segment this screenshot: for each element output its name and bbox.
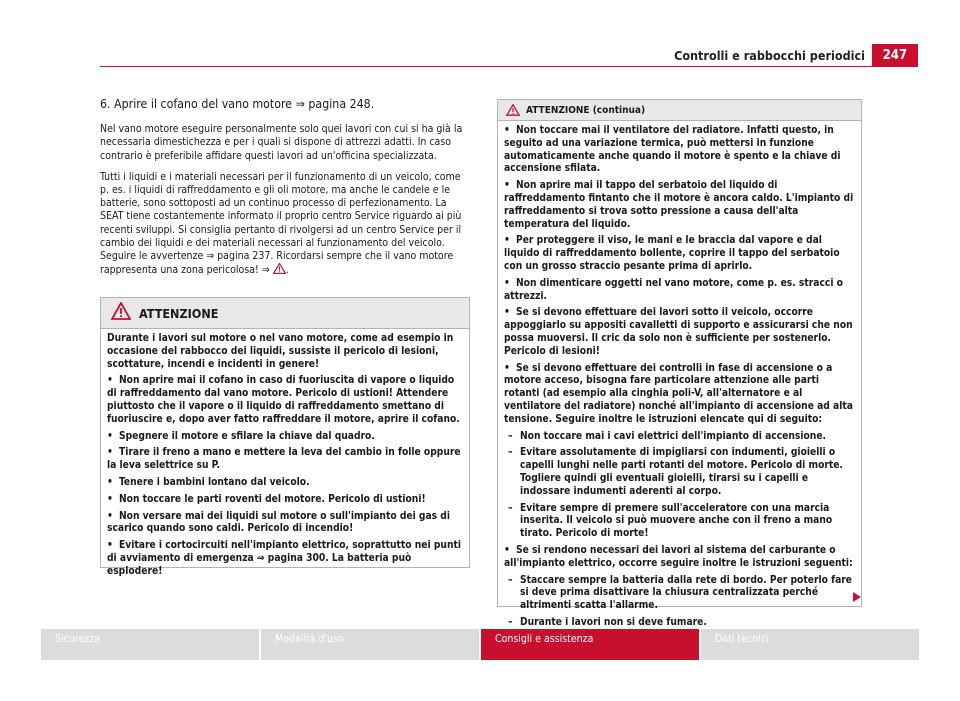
warning-bullet bbox=[107, 431, 463, 444]
tab-modalita-uso[interactable]: Modalità d'uso bbox=[261, 629, 479, 660]
warning-subitem bbox=[504, 503, 855, 541]
tab-dati-tecnici[interactable]: Dati tecnici bbox=[701, 629, 919, 660]
bullet-text: Non dimenticare oggetti nel vano motore, come p. es. stracci o attrezzi. bbox=[504, 277, 843, 302]
footer-tabs bbox=[41, 629, 919, 660]
subitem-text: Evitare sempre di premere sull'acceleratore con una marcia inserita. Il veicolo si può muovere anche con il freno a mano tirato. Pericolo di morte! bbox=[520, 502, 833, 540]
warning-continued-box bbox=[497, 99, 862, 628]
bullet-text: Spegnere il motore e sfilare la chiave dal quadro. bbox=[119, 430, 375, 442]
warning-bullet bbox=[504, 125, 855, 176]
warning-subitem bbox=[504, 617, 855, 630]
bullet-dot: • bbox=[107, 540, 113, 552]
bullet-text: Non toccare mai il ventilatore del radiatore. Infatti questo, in seguito ad una variazione termica, può mettersi in funzione automaticamente anche quando il motore è spento e la chiave di accensione sfilata. bbox=[504, 125, 841, 175]
dash: – bbox=[508, 616, 513, 628]
bullet-text: Se si devono effettuare dei controlli in fase di accensione o a motore acceso, bisogna fare particolare attenzione alle parti rotanti (ad esempio alla cinghia poli-V, all'alternatore e al ventilatore del radiatore) nonché all'impianto di accensione ad alta tensione. Seguire inoltre le istruzioni elencate qui di seguito: bbox=[504, 362, 853, 425]
fluids-paragraph-text: Tutti i liquidi e i materiali necessari per il funzionamento di un veicolo, come p. es. i liquidi di raffreddamento e gli oli motore, ma anche le candele e le batterie, sono sottoposti ad un continuo processo di perfezionamento. La SEAT tiene costantemente informato il proprio centro Service riguardo ai più recenti sviluppi. Si consiglia pertanto di rivolgersi ad un centro Service per il cambio dei liquidi e dei materiali necessari al funzionamento del veicolo. Seguire le avvertenze ⇒ pagina 237. Ricordarsi sempre che il vano motore rappresenta una zona pericolosa! ⇒ bbox=[100, 170, 462, 277]
bullet-text: Non aprire mai il tappo del serbatoio del liquido di raffreddamento fintanto che il motore è ancora caldo. L'impianto di raffreddamento si trova sotto pressione a causa dell'alta temperatura del liquido. bbox=[504, 180, 854, 230]
intro-paragraph: Nel vano motore eseguire personalmente solo quei lavori con cui si ha già la necessaria dimestichezza e per i quali si dispone di attrezzi adatti. In caso contrario è preferibile affidare questi lavori ad un'officina specializzata. bbox=[100, 123, 463, 162]
bullet-text: Tenere i bambini lontano dal veicolo. bbox=[119, 476, 310, 488]
warning-title: ATTENZIONE bbox=[139, 305, 219, 321]
subitem-text: Durante i lavori non si deve fumare. bbox=[520, 616, 707, 628]
dash: – bbox=[508, 502, 513, 514]
warning-continued-title: ATTENZIONE (continua) bbox=[526, 104, 646, 116]
fluids-paragraph: Tutti i liquidi e i materiali necessari per il funzionamento di un veicolo, come p. es. i liquidi di raffreddamento e gli oli motore, ma anche le candele e le batterie, sono sottoposti ad un continuo processo di perfezionamento. La SEAT tiene costantemente informato il proprio centro Service riguardo ai più recenti sviluppi. Si consiglia pertanto di rivolgersi ad un centro Service per il cambio dei liquidi e dei materiali necessari al funzionamento del veicolo. Seguire le avvertenze ⇒ pagina 237. Ricordarsi sempre che il vano motore rappresenta una zona pericolosa! ⇒ . bbox=[100, 170, 462, 277]
warning-bullet bbox=[107, 511, 463, 537]
bullet-dot: • bbox=[504, 235, 510, 247]
warning-bullet bbox=[107, 477, 463, 490]
tab-consigli-assistenza[interactable]: Consigli e assistenza bbox=[481, 629, 699, 660]
warning-intro: Durante i lavori sul motore o nel vano motore, come ad esempio in occasione del rabbocco dei liquidi, sussiste il pericolo di lesioni, scottature, incendi e incidenti in genere! bbox=[107, 333, 454, 370]
warning-bullet bbox=[504, 545, 855, 571]
bullet-dot: • bbox=[504, 544, 510, 556]
continue-arrow-icon[interactable] bbox=[852, 588, 862, 607]
warning-continued-header bbox=[498, 100, 861, 121]
bullet-dot: • bbox=[504, 362, 510, 374]
warning-bullet bbox=[107, 375, 463, 426]
bullet-dot: • bbox=[107, 493, 113, 505]
warning-bullet bbox=[504, 180, 855, 231]
bullet-dot: • bbox=[107, 375, 113, 387]
warning-subitem bbox=[504, 447, 855, 498]
warning-bullet bbox=[504, 307, 855, 358]
warning-subitem bbox=[504, 431, 855, 444]
warning-triangle-icon bbox=[506, 101, 520, 120]
bullet-text: Se si devono effettuare dei lavori sotto il veicolo, occorre appoggiarlo su appositi cavalletti di supporto e assicurarsi che non possa muoversi. Il cric da solo non è sufficiente per sostenerlo. Pericolo di lesioni! bbox=[504, 307, 853, 357]
dash: – bbox=[508, 430, 513, 442]
dash: – bbox=[508, 447, 513, 459]
warning-small-icon bbox=[273, 264, 286, 276]
bullet-dot: • bbox=[504, 180, 510, 192]
bullet-text: Evitare i cortocircuiti nell'impianto elettrico, soprattutto nei punti di avviamento di emergenza ⇒ pagina 300. La batteria può esplodere! bbox=[107, 540, 461, 577]
subitem-text: Non toccare mai i cavi elettrici dell'impianto di accensione. bbox=[520, 430, 827, 442]
warning-box bbox=[100, 297, 470, 577]
bullet-dot: • bbox=[504, 307, 510, 319]
bullet-text: Non toccare le parti roventi del motore. Pericolo di ustioni! bbox=[119, 493, 426, 505]
bullet-text: Tirare il freno a mano e mettere la leva del cambio in folle oppure la leva selettrice su P. bbox=[107, 447, 461, 472]
bullet-text: Non aprire mai il cofano in caso di fuoriuscita di vapore o liquido di raffreddamento dal vano motore. Pericolo di ustioni! Attendere piuttosto che il vapore o il liquido di raffreddamento smettano di fuoriuscire e, dopo aver fatto raffreddare il motore, aprire il cofano. bbox=[107, 375, 460, 425]
warning-body bbox=[101, 329, 469, 587]
warning-header bbox=[101, 298, 469, 329]
left-column bbox=[100, 98, 470, 285]
warning-triangle-icon bbox=[111, 302, 131, 324]
tab-sicurezza[interactable]: Sicurezza bbox=[41, 629, 259, 660]
page-number: 247 bbox=[872, 44, 918, 67]
warning-continued-body bbox=[498, 121, 861, 638]
bullet-text: Non versare mai dei liquidi sul motore o sull'impianto dei gas di scarico quando sono caldi. Pericolo di incendio! bbox=[107, 510, 451, 535]
dash: – bbox=[508, 574, 513, 586]
warning-bullet bbox=[504, 278, 855, 304]
step-6: 6. Aprire il cofano del vano motore ⇒ pagina 248. bbox=[100, 97, 375, 111]
bullet-dot: • bbox=[504, 277, 510, 289]
subitem-text: Staccare sempre la batteria dalla rete di bordo. Per poterlo fare si deve prima disattivare la chiusura centralizzata perché altrimenti scatta l'allarme. bbox=[520, 574, 853, 612]
bullet-dot: • bbox=[107, 430, 113, 442]
subitem-text: Evitare assolutamente di impigliarsi con indumenti, gioielli o capelli lunghi nelle parti rotanti del motore. Pericolo di morte. Togliere quindi gli eventuali gioielli, tirarsi su i capelli e indossare indumenti aderenti al corpo. bbox=[520, 447, 843, 497]
warning-subitem bbox=[504, 575, 855, 613]
bullet-dot: • bbox=[107, 510, 113, 522]
bullet-text: Se si rendono necessari dei lavori al sistema del carburante o all'impianto elettrico, occorre seguire inoltre le istruzioni seguenti: bbox=[504, 544, 853, 569]
bullet-dot: • bbox=[107, 447, 113, 459]
warning-bullet bbox=[107, 447, 463, 473]
section-title: Controlli e rabbocchi periodici bbox=[674, 48, 865, 63]
bullet-dot: • bbox=[504, 125, 510, 136]
bullet-dot: • bbox=[107, 476, 113, 488]
bullet-text: Per proteggere il viso, le mani e le braccia dal vapore e dal liquido di raffreddamento bollente, coprire il tappo del serbatoio con un grosso straccio pesante prima di aprirlo. bbox=[504, 235, 840, 272]
warning-bullet bbox=[504, 235, 855, 273]
warning-bullet bbox=[504, 363, 855, 427]
header-rule bbox=[100, 66, 880, 67]
warning-bullet bbox=[107, 494, 463, 507]
warning-bullet bbox=[107, 540, 463, 578]
